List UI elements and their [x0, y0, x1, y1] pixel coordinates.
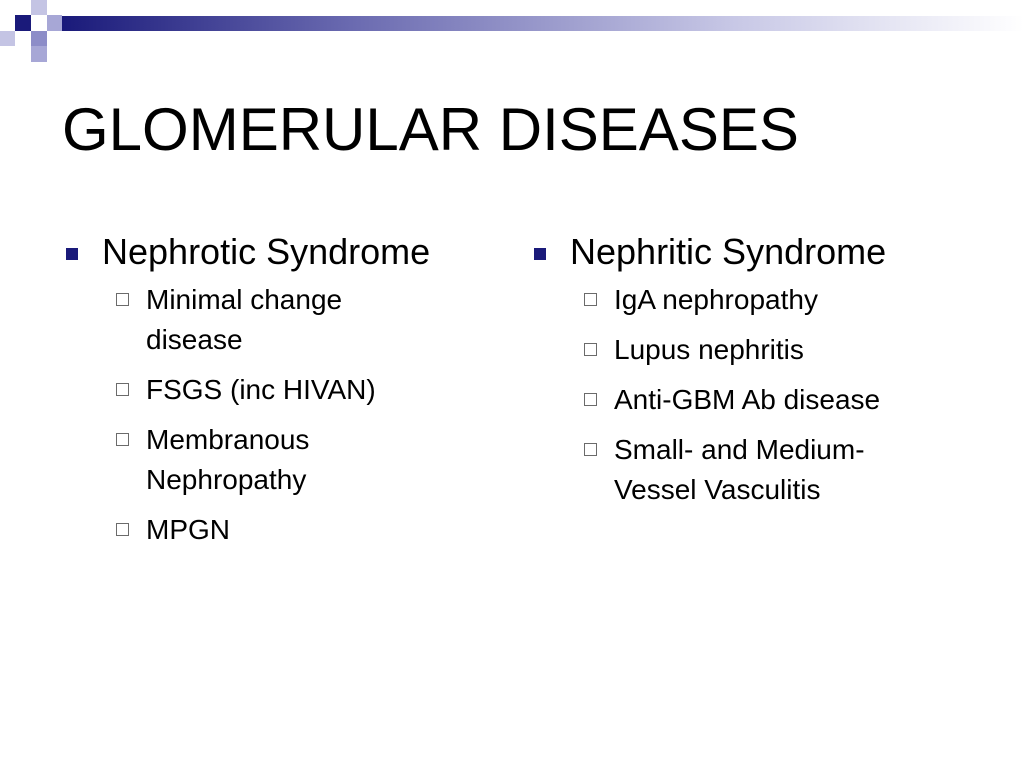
item-line: IgA nephropathy [614, 284, 818, 315]
column-nephritic [530, 230, 970, 520]
sub-list [62, 280, 492, 550]
list-item [114, 420, 492, 500]
hollow-square-bullet-icon [116, 383, 129, 396]
deco-square-light [0, 31, 15, 46]
sub-list [530, 280, 970, 510]
list-item [582, 430, 970, 510]
item-line: Nephropathy [146, 464, 307, 495]
deco-square-light [47, 15, 62, 31]
list-item [114, 280, 492, 360]
item-line: Anti-GBM Ab disease [614, 384, 881, 415]
header-decoration [0, 0, 1024, 62]
hollow-square-bullet-icon [116, 293, 129, 306]
item-line: Lupus nephritis [614, 334, 804, 365]
list-item [582, 330, 970, 370]
filled-square-bullet-icon [66, 248, 78, 260]
deco-square-light [31, 31, 47, 46]
deco-square-light [31, 0, 47, 15]
hollow-square-bullet-icon [584, 343, 597, 356]
item-line: Small- and Medium- [614, 434, 865, 465]
bullet-heading [62, 230, 492, 274]
deco-square-navy [15, 15, 31, 31]
heading-label: Nephritic Syndrome [570, 231, 887, 272]
item-line: Minimal change [146, 284, 343, 315]
hollow-square-bullet-icon [584, 393, 597, 406]
hollow-square-bullet-icon [584, 293, 597, 306]
column-nephrotic [62, 230, 492, 560]
item-line: MPGN [146, 514, 230, 545]
item-line: Vessel Vasculitis [614, 474, 821, 505]
deco-gradient-band [62, 16, 1024, 31]
hollow-square-bullet-icon [116, 433, 129, 446]
list-item [114, 510, 492, 550]
heading-label: Nephrotic Syndrome [102, 231, 431, 272]
hollow-square-bullet-icon [116, 523, 129, 536]
item-line: FSGS (inc HIVAN) [146, 374, 376, 405]
bullet-heading [530, 230, 970, 274]
hollow-square-bullet-icon [584, 443, 597, 456]
list-item [582, 380, 970, 420]
filled-square-bullet-icon [534, 248, 546, 260]
slide-title: GLOMERULAR DISEASES [62, 96, 799, 163]
item-line: disease [146, 324, 243, 355]
list-item [582, 280, 970, 320]
list-item [114, 370, 492, 410]
deco-square-light [31, 46, 47, 62]
item-line: Membranous [146, 424, 310, 455]
